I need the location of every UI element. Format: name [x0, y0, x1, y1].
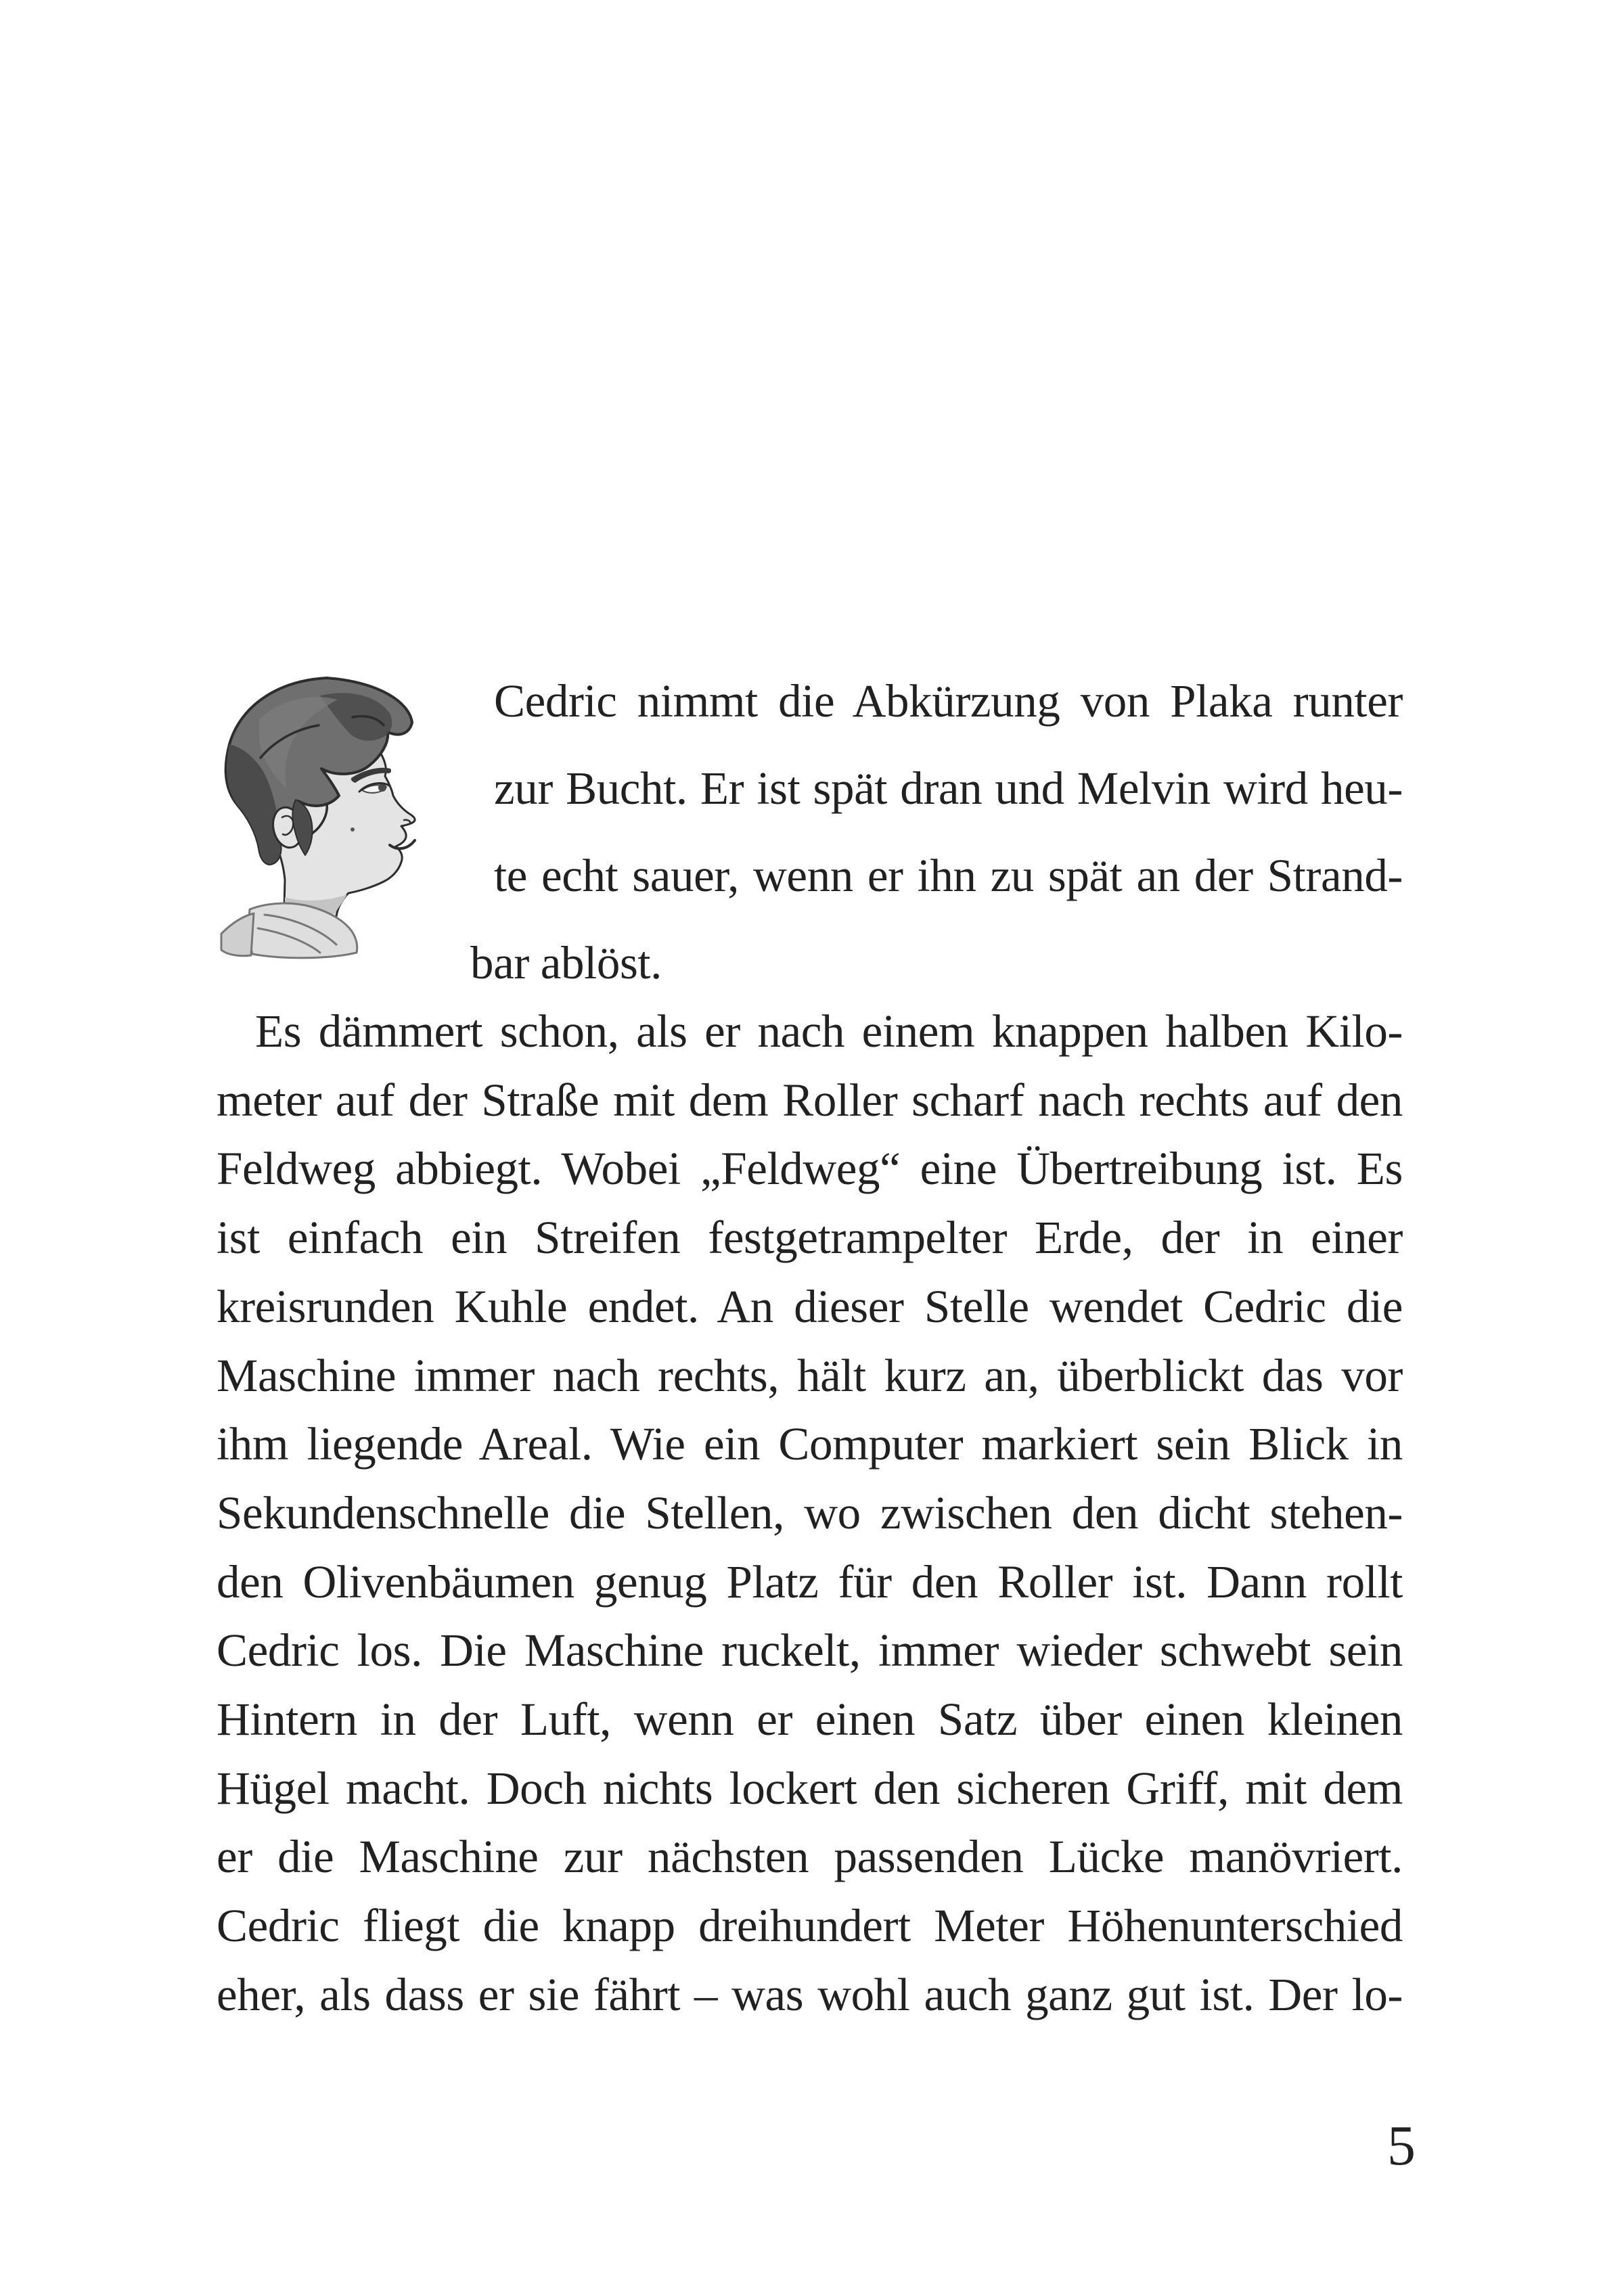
- body-paragraph-line: Cedric fliegt die knapp dreihundert Meter Höhenunterschied: [217, 1900, 1403, 1952]
- body-paragraph-line: ihm liegende Areal. Wie ein Computer markiert sein Blick in: [217, 1418, 1403, 1470]
- shoulder-shape: [221, 913, 254, 956]
- body-paragraph-line: Sekundenschnelle die Stellen, wo zwischen den dicht stehen-: [217, 1486, 1403, 1539]
- body-paragraph-line: Cedric los. Die Maschine ruckelt, immer wieder schwebt sein: [217, 1624, 1403, 1677]
- body-paragraph-line: ist einfach ein Streifen festgetrampelter Erde, der in einer: [217, 1212, 1403, 1264]
- body-paragraph-line: er die Maschine zur nächsten passenden Lücke manövriert.: [217, 1831, 1403, 1883]
- cheek-mole: [351, 827, 355, 832]
- body-paragraph-line: Es dämmert schon, als er nach einem knappen halben Kilo-: [255, 1005, 1403, 1057]
- page-number: 5: [1387, 2114, 1416, 2177]
- body-paragraph-line: meter auf der Straße mit dem Roller scharf nach rechts auf den: [217, 1074, 1403, 1126]
- opening-paragraph-line: bar ablöst.: [470, 937, 662, 989]
- opening-paragraph-line: Cedric nimmt die Abkürzung von Plaka runter: [494, 675, 1403, 727]
- body-paragraph-line: Feldweg abbiegt. Wobei „Feldweg“ eine Übertreibung ist. Es: [217, 1143, 1403, 1195]
- opening-paragraph-line: te echt sauer, wenn er ihn zu spät an der Strand-: [494, 850, 1403, 901]
- young-man-profile-illustration: [220, 677, 423, 961]
- body-paragraph-line: Maschine immer nach rechts, hält kurz an, überblickt das vor: [217, 1349, 1403, 1401]
- body-paragraph-line: eher, als dass er sie fährt – was wohl auch ganz gut ist. Der lo-: [217, 1968, 1403, 2020]
- opening-paragraph-line: zur Bucht. Er ist spät dran und Melvin wird heu-: [494, 763, 1403, 814]
- body-paragraph-line: Hintern in der Luft, wenn er einen Satz über einen kleinen: [217, 1694, 1403, 1745]
- body-paragraph-line: den Olivenbäumen genug Platz für den Roller ist. Dann rollt: [217, 1555, 1403, 1608]
- body-paragraph-line: Hügel macht. Doch nichts lockert den sicheren Griff, mit dem: [217, 1762, 1403, 1814]
- body-paragraph-line: kreisrunden Kuhle endet. An dieser Stelle wendet Cedric die: [217, 1280, 1403, 1332]
